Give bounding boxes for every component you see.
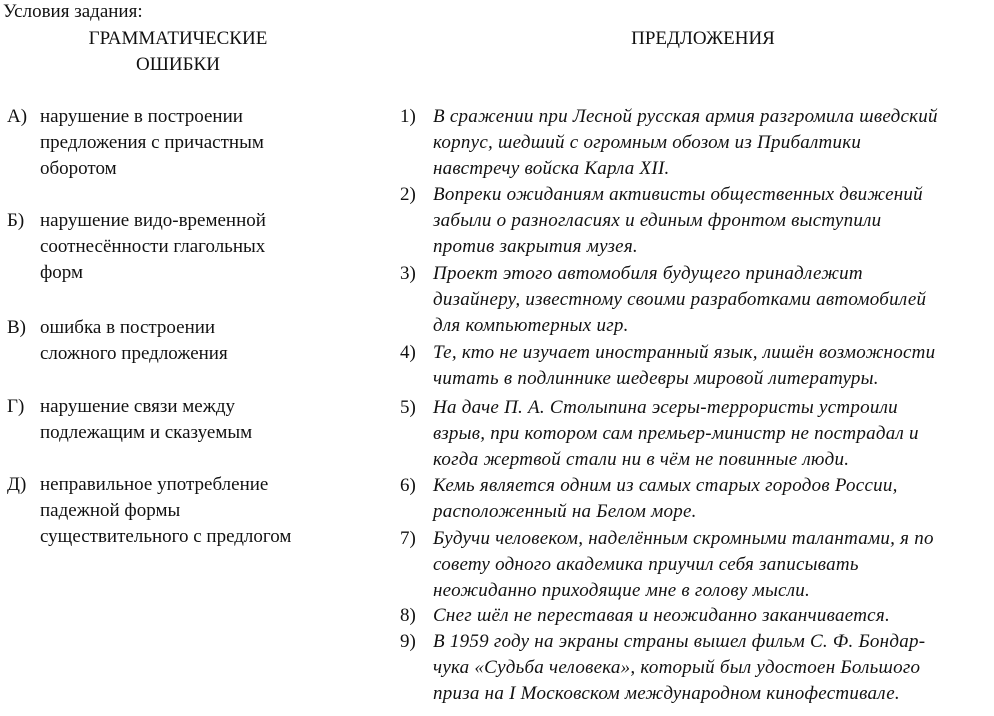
text-line: забыли о разногласиях и единым фронтом выступили	[433, 210, 882, 231]
text-line: дизайнеру, известному своими разработками автомобилей	[433, 289, 927, 310]
text-line: читать в подлиннике шедевры мировой литературы.	[433, 368, 879, 389]
sentence-item-label: 6)	[400, 475, 416, 496]
sentence-item-text	[433, 340, 935, 392]
error-item-text	[40, 472, 291, 550]
sentence-item-text	[433, 395, 919, 473]
task-title: Условия задания:	[3, 1, 143, 22]
error-item-label: Д)	[7, 474, 27, 495]
left-header-line: ОШИБКИ	[136, 54, 220, 75]
text-line: Проект этого автомобиля будущего принадлежит	[433, 263, 863, 284]
error-item-text	[40, 394, 252, 446]
sentence-item-label: 2)	[400, 184, 416, 205]
sentence-item-label: 1)	[400, 106, 416, 127]
sentence-item-text	[433, 261, 926, 339]
text-line: нарушение связи между	[40, 396, 236, 417]
error-item-text	[40, 315, 228, 367]
text-line: существительного с предлогом	[40, 526, 292, 547]
error-item-label: Б)	[7, 210, 25, 231]
text-line: Будучи человеком, наделённым скромными талантами, я по	[433, 528, 934, 549]
text-line: против закрытия музея.	[433, 236, 638, 257]
error-item-label: А)	[7, 106, 28, 127]
text-line: падежной формы	[40, 500, 181, 521]
sentence-item-text	[433, 526, 934, 604]
text-line: сложного предложения	[40, 343, 228, 364]
text-line: корпус, шедший с огромным обозом из Прибалтики	[433, 132, 862, 153]
text-line: чука «Судьба человека», который был удостоен Большого	[433, 657, 921, 678]
text-line: приза на I Московском международном кинофестивале.	[433, 683, 900, 704]
sentence-item-text	[433, 629, 925, 707]
sentence-item-text	[433, 473, 898, 525]
error-item-label: Г)	[7, 396, 25, 417]
text-line: расположенный на Белом море.	[433, 501, 697, 522]
sentence-item-label: 4)	[400, 342, 416, 363]
text-line: нарушение в построении	[40, 106, 243, 127]
error-item-text	[40, 208, 266, 286]
text-line: неправильное употребление	[40, 474, 269, 495]
text-line: взрыв, при котором сам премьер-министр не пострадал и	[433, 423, 919, 444]
text-line: Снег шёл не переставая и неожиданно заканчивается.	[433, 605, 890, 626]
left-header-line: ГРАММАТИЧЕСКИЕ	[88, 28, 268, 49]
text-line: Кемь является одним из самых старых городов России,	[433, 475, 898, 496]
sentence-item-label: 3)	[400, 263, 416, 284]
right-column-header: ПРЕДЛОЖЕНИЯ	[631, 28, 775, 49]
text-line: В сражении при Лесной русская армия разгромила шведский	[433, 106, 938, 127]
text-line: Вопреки ожиданиям активисты общественных движений	[433, 184, 923, 205]
text-line: предложения с причастным	[40, 132, 264, 153]
sentence-item-text	[433, 603, 890, 629]
left-column-header	[58, 26, 298, 78]
text-line: Те, кто не изучает иностранный язык, лишён возможности	[433, 342, 936, 363]
sentence-item-label: 7)	[400, 528, 416, 549]
error-item-text	[40, 104, 264, 182]
text-line: совету одного академика приучил себя записывать	[433, 554, 859, 575]
sentence-item-text	[433, 104, 938, 182]
sentence-item-label: 5)	[400, 397, 416, 418]
error-item-label: В)	[7, 317, 26, 338]
text-line: На даче П. А. Столыпина эсеры-террористы устроили	[433, 397, 898, 418]
sentence-item-label: 9)	[400, 631, 416, 652]
text-line: когда жертвой стали ни в чём не повинные люди.	[433, 449, 850, 470]
text-line: нарушение видо-временной	[40, 210, 266, 231]
text-line: форм	[40, 262, 84, 283]
text-line: В 1959 году на экраны страны вышел фильм С. Ф. Бондар-	[433, 631, 926, 652]
text-line: подлежащим и сказуемым	[40, 422, 253, 443]
text-line: соотнесённости глагольных	[40, 236, 266, 257]
text-line: навстречу войска Карла XII.	[433, 158, 670, 179]
text-line: для компьютерных игр.	[433, 315, 629, 336]
sentence-item-label: 8)	[400, 605, 416, 626]
text-line: ошибка в построении	[40, 317, 216, 338]
sentence-item-text	[433, 182, 923, 260]
text-line: неожиданно приходящие мне в голову мысли.	[433, 580, 811, 601]
text-line: оборотом	[40, 158, 117, 179]
